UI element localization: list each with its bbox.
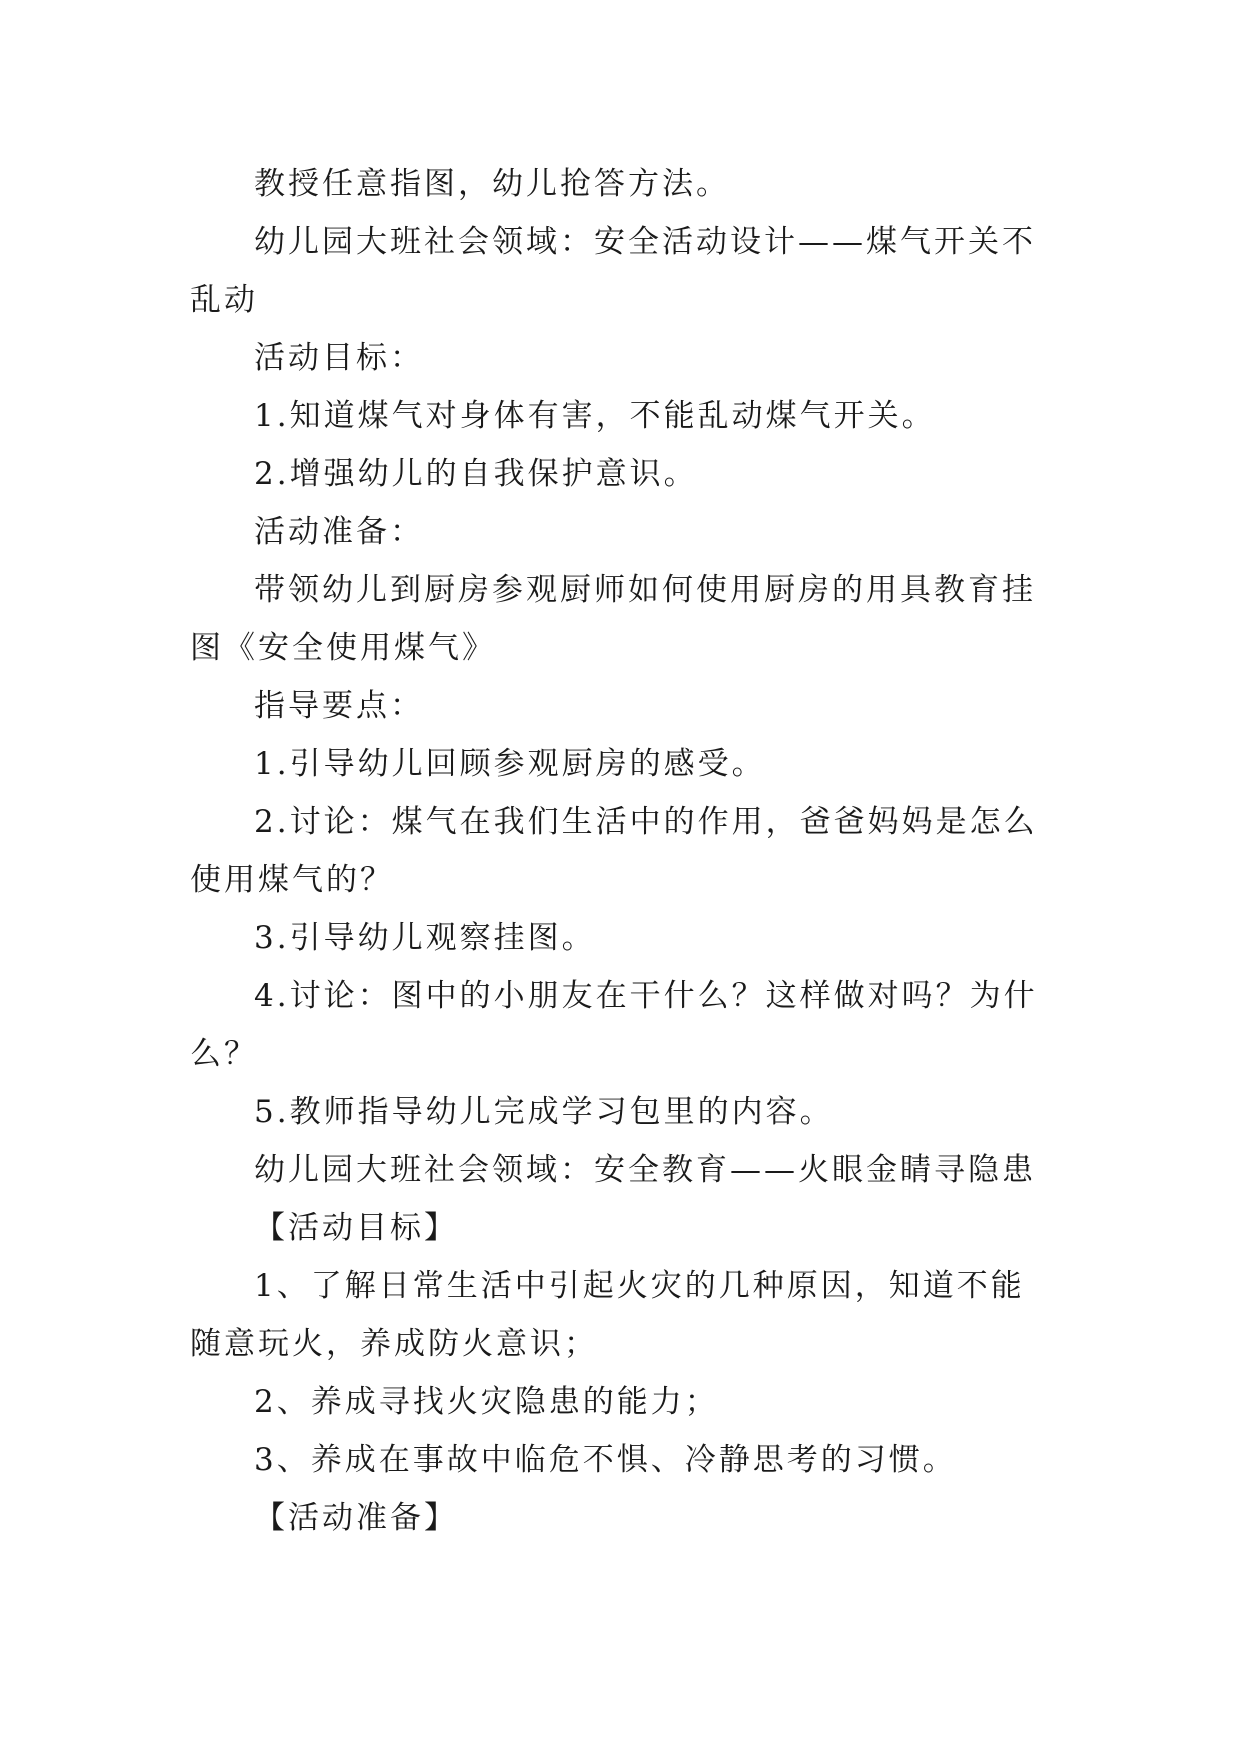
list-item: 2.增强幼儿的自我保护意识。	[254, 456, 698, 492]
list-item: 1.引导幼儿回顾参观厨房的感受。	[254, 746, 766, 782]
list-item: 1、了解日常生活中引起火灾的几种原因，知道不能随意玩火，养成防火意识；	[190, 1268, 1025, 1362]
list-item: 2、养成寻找火灾隐患的能力；	[254, 1384, 719, 1420]
heading-activity-goals-bracketed: 【活动目标】	[254, 1210, 458, 1246]
list-item: 3.引导幼儿观察挂图。	[254, 920, 596, 956]
paragraph: 带领幼儿到厨房参观厨师如何使用厨房的用具教育挂图《安全使用煤气》	[190, 572, 1036, 666]
section-title: 幼儿园大班社会领域：安全活动设计——煤气开关不乱动	[190, 224, 1036, 318]
paragraph: 教授任意指图，幼儿抢答方法。	[254, 166, 730, 202]
heading-guidance-points: 指导要点：	[254, 688, 424, 724]
list-item: 3、养成在事故中临危不惧、冷静思考的习惯。	[254, 1442, 957, 1478]
list-item: 4.讨论：图中的小朋友在干什么？这样做对吗？为什么？	[190, 978, 1038, 1072]
list-item: 1.知道煤气对身体有害，不能乱动煤气开关。	[254, 398, 936, 434]
document-body	[190, 155, 1050, 1547]
list-item: 5.教师指导幼儿完成学习包里的内容。	[254, 1094, 834, 1130]
section-title: 幼儿园大班社会领域：安全教育——火眼金睛寻隐患	[254, 1152, 1036, 1188]
heading-activity-prep: 活动准备：	[254, 514, 424, 550]
heading-activity-prep-bracketed: 【活动准备】	[254, 1500, 458, 1536]
heading-activity-goals: 活动目标：	[254, 340, 424, 376]
list-item: 2.讨论：煤气在我们生活中的作用，爸爸妈妈是怎么使用煤气的？	[190, 804, 1038, 898]
